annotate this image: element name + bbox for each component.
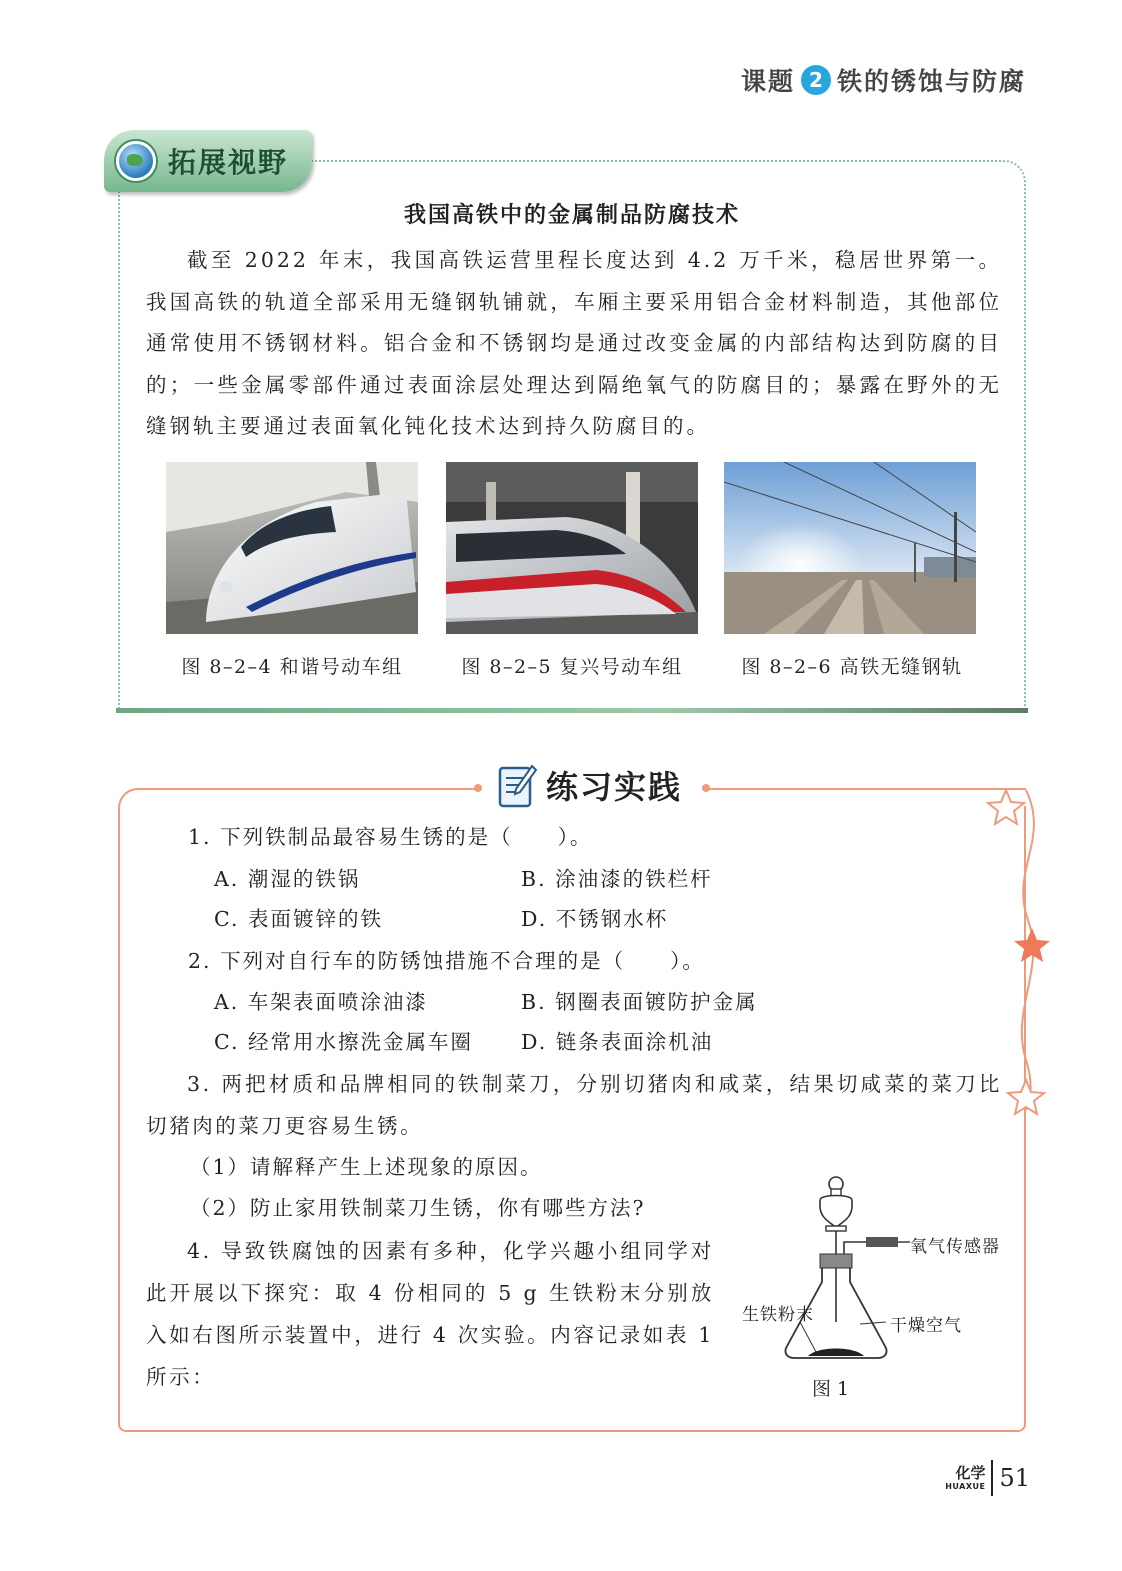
q3-sub1: （1）请解释产生上述现象的原因。 <box>190 1155 543 1179</box>
apparatus-diagram <box>760 1172 980 1372</box>
page-header <box>741 62 1026 98</box>
header-prefix: 课题 <box>740 67 795 96</box>
photo-fuxing-emu <box>446 462 698 634</box>
q4-stem: 4. 导致铁腐蚀的因素有多种，化学兴趣小组同学对此开展以下探究：取 4 份相同的 5 g 生铁粉末分别放入如右图所示装置中，进行 4 次实验。内容记录如表 1 所示： <box>146 1239 714 1389</box>
q1-option-a: A. 潮湿的铁锅 <box>214 867 361 891</box>
label-iron-powder: 生铁粉末 <box>742 1305 814 1325</box>
practice-line-dot-left <box>474 784 482 792</box>
footer-subject-zh: 化学 <box>955 1463 986 1482</box>
practice-line-dot-right <box>702 784 710 792</box>
header-title: 铁的锈蚀与防腐 <box>836 67 1026 96</box>
photo-seamless-rail <box>724 462 976 634</box>
footer-subject-pinyin: HUAXUE <box>945 1481 986 1491</box>
photo-harmony-emu <box>166 462 418 634</box>
figure-caption-2: 图 8–2–5 复兴号动车组 <box>461 656 683 678</box>
apparatus-caption: 图 1 <box>812 1378 850 1400</box>
figure-caption-3: 图 8–2–6 高铁无缝钢轨 <box>741 656 963 678</box>
practice-title <box>498 762 682 808</box>
practice-top-line-right <box>706 788 1026 790</box>
globe-icon <box>116 141 156 181</box>
article-body: 截至 2022 年末，我国高铁运营里程长度达到 4.2 万千米，稳居世界第一。我国高铁的轨道全部采用无缝钢轨铺就，车厢主要采用铝合金材料制造，其他部位通常使用不锈钢材料。铝合金和不锈钢均是通过改变金属的内部结构达到防腐的目的；一些金属零部件通过表面涂层处理达到隔绝氧气的防腐目的；暴露在野外的无缝钢轨主要通过表面氧化钝化技术达到持久防腐目的。 <box>146 248 1002 438</box>
q2-option-c: C. 经常用水擦洗金属车圈 <box>214 1030 473 1054</box>
page-footer <box>945 1460 1030 1496</box>
star-icon <box>988 790 1024 824</box>
label-dry-air: 干燥空气 <box>890 1316 962 1336</box>
footer-subject <box>945 1463 986 1491</box>
q2-option-a: A. 车架表面喷涂油漆 <box>214 990 428 1014</box>
practice-title-text: 练习实践 <box>546 768 683 806</box>
notepad-pencil-icon <box>498 762 538 808</box>
extension-tab <box>104 130 312 192</box>
footer-separator <box>991 1460 993 1496</box>
extension-bottom-bar <box>116 708 1028 713</box>
label-oxygen-sensor: 氧气传感器 <box>910 1237 1000 1257</box>
q2-option-b: B. 钢圈表面镀防护金属 <box>521 990 758 1014</box>
q1-option-b: B. 涂油漆的铁栏杆 <box>521 867 713 891</box>
lesson-number-badge: 2 <box>801 65 831 95</box>
practice-top-line-left <box>118 788 478 808</box>
q1-option-d: D. 不锈钢水杯 <box>521 907 669 931</box>
q2-option-d: D. 链条表面涂机油 <box>521 1030 714 1054</box>
page-number: 51 <box>999 1464 1030 1492</box>
article-title: 我国高铁中的金属制品防腐技术 <box>403 203 740 228</box>
q1-stem: 1. 下列铁制品最容易生锈的是（ ）。 <box>188 825 593 849</box>
q3-sub2: （2）防止家用铁制菜刀生锈，你有哪些方法? <box>190 1196 646 1220</box>
extension-tab-label: 拓展视野 <box>168 146 289 179</box>
figure-caption-1: 图 8–2–4 和谐号动车组 <box>181 656 403 678</box>
q2-stem: 2. 下列对自行车的防锈蚀措施不合理的是（ ）。 <box>188 949 705 973</box>
q1-option-c: C. 表面镀锌的铁 <box>214 907 383 931</box>
q3-stem: 3. 两把材质和品牌相同的铁制菜刀，分别切猪肉和咸菜，结果切咸菜的菜刀比切猪肉的菜刀更容易生锈。 <box>146 1072 1002 1138</box>
